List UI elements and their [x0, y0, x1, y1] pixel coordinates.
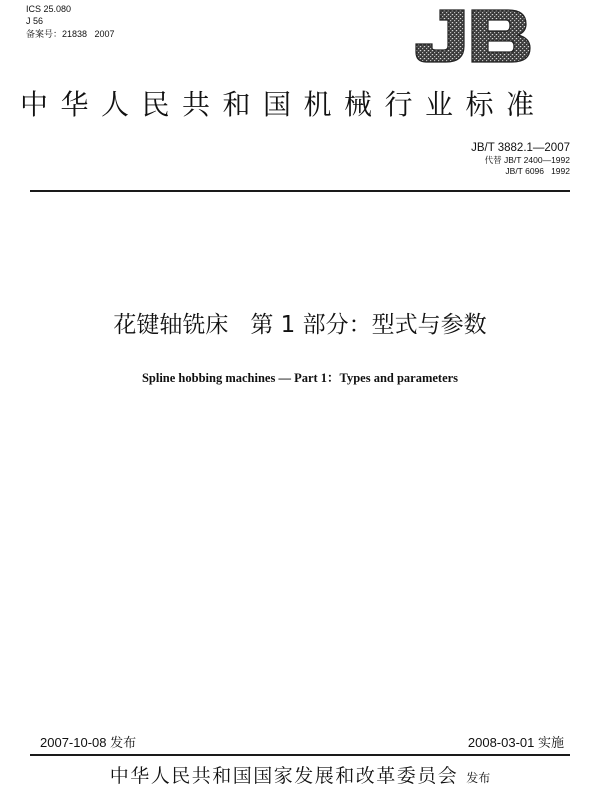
filing-number: 备案号：21838 2007 — [26, 29, 115, 39]
issuer-line — [0, 764, 600, 790]
standard-code-block — [471, 141, 570, 177]
bottom-divider — [30, 754, 570, 756]
replaces-line-1: 代替 JB/T 2400—1992 — [484, 155, 570, 165]
document-title-chinese: 花键轴铣床 第 1 部分：型式与参数 — [113, 312, 487, 338]
publish-date: 2007-10-08 发布 — [40, 735, 137, 750]
classification-code: J 56 — [26, 16, 44, 26]
document-title-english: Spline hobbing machines — Part 1：Types and parameters — [141, 371, 459, 385]
implement-date: 2008-03-01 实施 — [467, 735, 564, 750]
standard-type-title: 中华人民共和国机械行业标准 — [20, 88, 547, 121]
replaces-line-2: JB/T 6096 1992 — [505, 166, 570, 176]
issuer-action: 发布 — [466, 771, 491, 785]
standard-code: JB/T 3882.1—2007 — [471, 142, 570, 154]
jb-logo — [412, 6, 534, 66]
issuer-name: 中华人民共和国国家发展和改革委员会 — [109, 765, 459, 787]
ics-code: ICS 25.080 — [26, 4, 72, 14]
top-divider — [30, 190, 570, 192]
